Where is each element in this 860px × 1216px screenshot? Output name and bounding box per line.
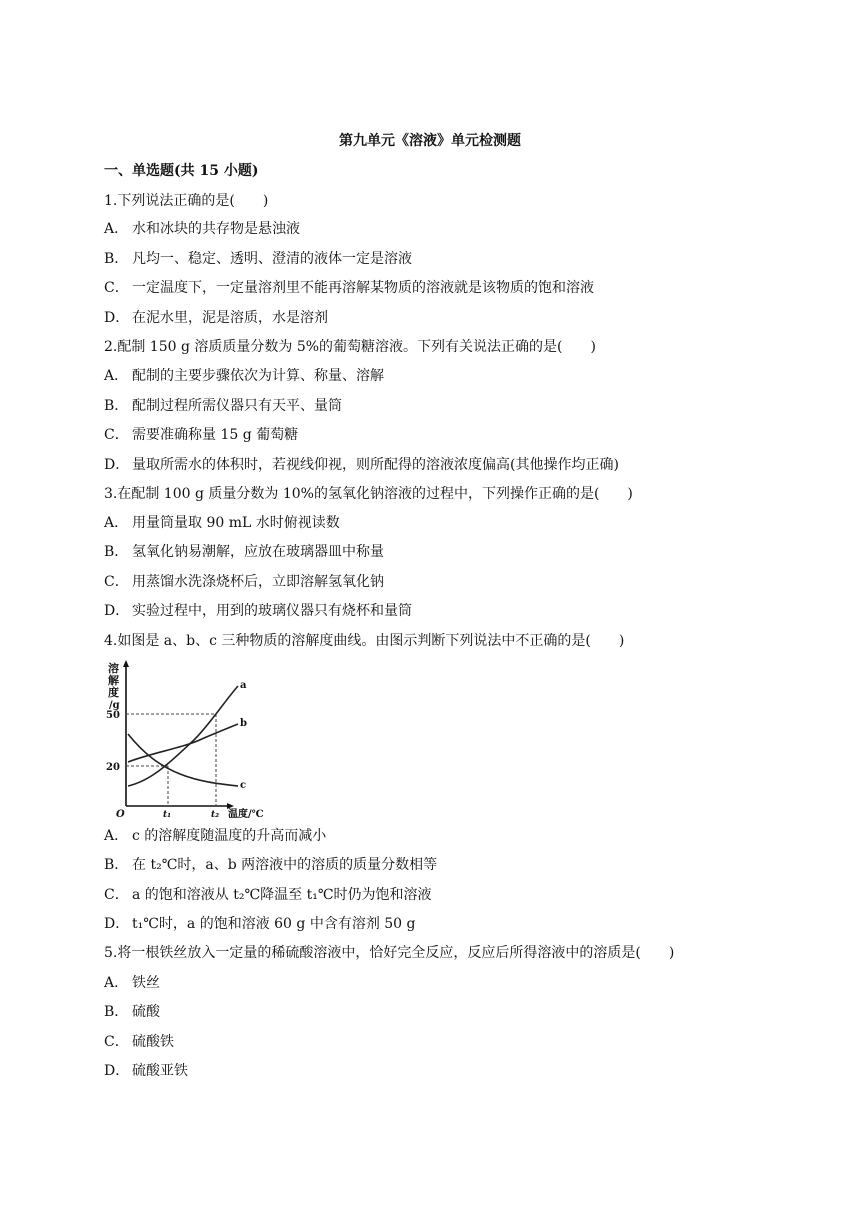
option-text: 量取所需水的体积时，若视线仰视，则所配得的溶液浓度偏高(其他操作均正确) <box>132 457 619 473</box>
option-letter: B． <box>104 1004 129 1020</box>
option-text: 氢氧化钠易潮解，应放在玻璃器皿中称量 <box>132 544 384 560</box>
option-letter: A． <box>104 828 129 844</box>
question-5-option-a[interactable] <box>104 973 160 993</box>
curve-c <box>128 734 238 786</box>
question-4-option-c[interactable] <box>104 885 432 905</box>
option-letter: B． <box>104 544 129 560</box>
option-text: 配制的主要步骤依次为计算、称量、溶解 <box>132 368 384 384</box>
x-tick-t1: t₁ <box>163 810 172 820</box>
question-4-option-d[interactable] <box>104 914 416 934</box>
option-letter: D． <box>104 603 130 619</box>
option-text: 凡均一、稳定、透明、澄清的液体一定是溶液 <box>132 251 412 267</box>
option-letter: A． <box>104 221 129 237</box>
question-3-stem: 3.在配制 100 g 质量分数为 10%的氢氧化钠溶液的过程中，下列操作正确的是( ) <box>104 486 633 502</box>
option-text: 硫酸 <box>132 1004 160 1020</box>
question-3-option-b[interactable] <box>104 542 384 562</box>
solubility-curve-figure <box>104 658 274 820</box>
option-text: 用蒸馏水洗涤烧杯后，立即溶解氢氧化钠 <box>132 574 384 590</box>
question-1-option-c[interactable] <box>104 278 594 298</box>
option-letter: B． <box>104 251 129 267</box>
option-text: 用量筒量取 90 mL 水时俯视读数 <box>132 515 340 531</box>
y-tick-50: 50 <box>106 710 120 721</box>
question-5-option-b[interactable] <box>104 1002 160 1022</box>
curve-b <box>128 724 238 762</box>
option-text: t₁℃时，a 的饱和溶液 60 g 中含有溶剂 50 g <box>132 916 416 932</box>
option-letter: D． <box>104 1063 130 1079</box>
question-5-option-d[interactable] <box>104 1061 188 1081</box>
option-text: 硫酸亚铁 <box>132 1063 188 1079</box>
option-letter: C． <box>104 427 129 443</box>
question-1-option-a[interactable] <box>104 219 300 239</box>
y-axis-label-2: 解 <box>108 674 119 687</box>
option-letter: B． <box>104 857 129 873</box>
y-tick-20: 20 <box>106 762 120 773</box>
solubility-chart-svg <box>104 658 274 820</box>
option-letter: D． <box>104 310 130 326</box>
question-1-option-b[interactable] <box>104 249 412 269</box>
question-2-option-a[interactable] <box>104 366 384 386</box>
option-letter: A． <box>104 975 129 991</box>
x-tick-t2: t₂ <box>211 810 220 820</box>
option-letter: B． <box>104 398 129 414</box>
question-4-stem: 4.如图是 a、b、c 三种物质的溶解度曲线。由图示判断下列说法中不正确的是( ) <box>104 633 625 649</box>
curve-c-label: c <box>240 780 247 791</box>
origin-label: O <box>116 809 125 820</box>
option-text: c 的溶解度随温度的升高而减小 <box>132 828 327 844</box>
option-letter: C． <box>104 1034 129 1050</box>
option-text: 硫酸铁 <box>132 1034 174 1050</box>
section-heading: 一、单选题(共 15 小题) <box>104 163 259 179</box>
option-text: 需要准确称量 15 g 葡萄糖 <box>132 427 299 443</box>
question-4-option-b[interactable] <box>104 855 437 875</box>
curve-a-label: a <box>240 680 247 691</box>
question-4-option-a[interactable] <box>104 826 326 846</box>
y-axis-label-1: 溶 <box>108 662 119 675</box>
option-text: 水和冰块的共存物是悬浊液 <box>132 221 300 237</box>
option-letter: C． <box>104 574 129 590</box>
x-axis-label: 温度/℃ <box>228 809 264 820</box>
option-text: 在泥水里，泥是溶质，水是溶剂 <box>132 310 328 326</box>
question-1-stem: 1.下列说法正确的是( ) <box>104 193 269 209</box>
question-3-option-a[interactable] <box>104 513 340 533</box>
option-letter: C． <box>104 280 129 296</box>
y-axis-label-4: /g <box>109 700 120 711</box>
option-letter: A． <box>104 515 129 531</box>
curve-a <box>128 686 238 786</box>
page-title: 第九单元《溶液》单元检测题 <box>339 133 521 149</box>
question-2-option-c[interactable] <box>104 425 298 445</box>
option-text: 在 t₂℃时，a、b 两溶液中的溶质的质量分数相等 <box>132 857 438 873</box>
option-letter: C． <box>104 887 129 903</box>
y-axis-arrow <box>123 660 129 667</box>
option-letter: D． <box>104 916 130 932</box>
question-2-option-b[interactable] <box>104 396 342 416</box>
option-text: 铁丝 <box>132 975 160 991</box>
option-text: 配制过程所需仪器只有天平、量筒 <box>132 398 342 414</box>
option-letter: D． <box>104 457 130 473</box>
question-5-stem: 5.将一根铁丝放入一定量的稀硫酸溶液中，恰好完全反应，反应后所得溶液中的溶质是( ) <box>104 945 675 961</box>
option-letter: A． <box>104 368 129 384</box>
question-3-option-d[interactable] <box>104 601 412 621</box>
curve-b-label: b <box>240 718 247 729</box>
option-text: a 的饱和溶液从 t₂℃降温至 t₁℃时仍为饱和溶液 <box>132 887 432 903</box>
option-text: 实验过程中，用到的玻璃仪器只有烧杯和量筒 <box>132 603 412 619</box>
question-3-option-c[interactable] <box>104 572 384 592</box>
option-text: 一定温度下，一定量溶剂里不能再溶解某物质的溶液就是该物质的饱和溶液 <box>132 280 594 296</box>
question-2-option-d[interactable] <box>104 455 619 475</box>
question-5-option-c[interactable] <box>104 1032 174 1052</box>
y-axis-label-3: 度 <box>108 686 119 699</box>
question-1-option-d[interactable] <box>104 308 328 328</box>
question-2-stem: 2.配制 150 g 溶质质量分数为 5%的葡萄糖溶液。下列有关说法正确的是( ) <box>104 339 596 355</box>
